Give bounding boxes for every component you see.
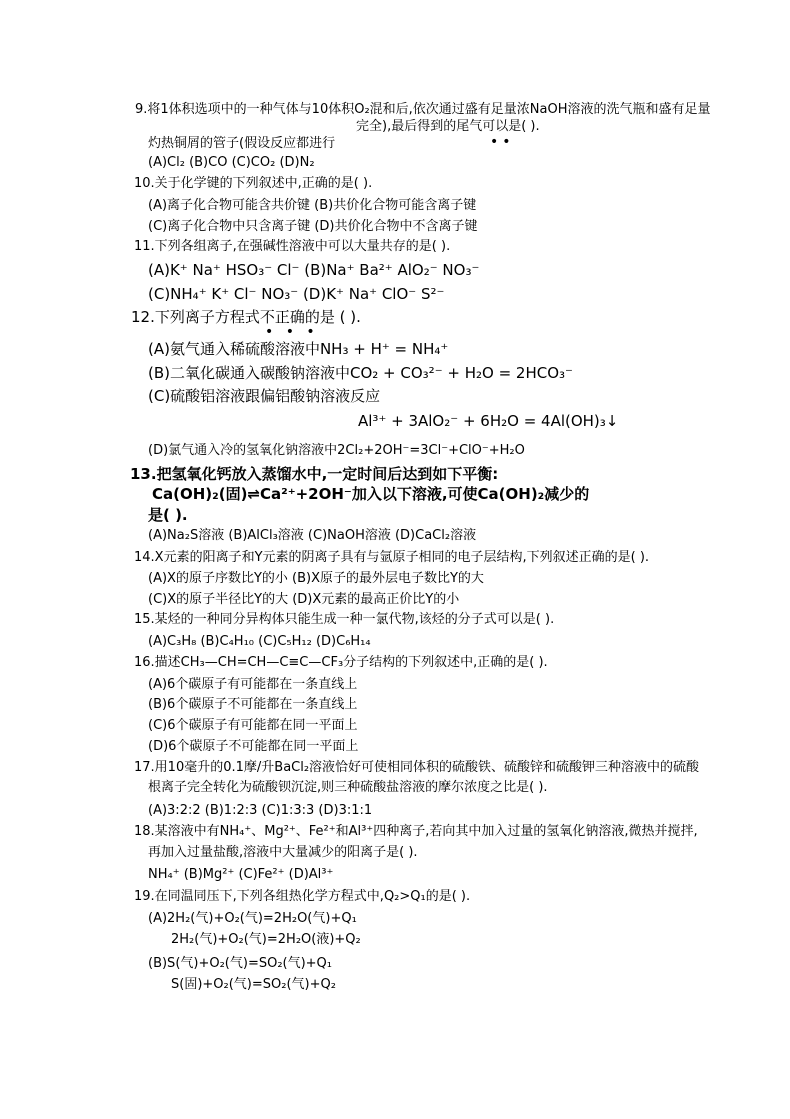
q12-option-d: (D)氯气通入冷的氢氧化钠溶液中2Cl₂+2OH⁻=3Cl⁻+ClO⁻+H₂O — [148, 443, 525, 458]
q18-stem-continued: 再加入过量盐酸,溶液中大量减少的阳离子是( ). — [148, 845, 418, 860]
q14-stem: 14.X元素的阳离子和Y元素的阴离子具有与氩原子相同的电子层结构,下列叙述正确的是( ). — [134, 550, 650, 565]
q19-option-b-eq1: (B)S(气)+O₂(气)=SO₂(气)+Q₁ — [148, 956, 333, 971]
q16-option-d: (D)6个碳原子不可能都在同一平面上 — [148, 739, 359, 754]
q14-options-ab: (A)X的原子序数比Y的小 (B)X原子的最外层电子数比Y的大 — [148, 571, 484, 586]
q19-stem: 19.在同温同压下,下列各组热化学方程式中,Q₂>Q₁的是( ). — [134, 889, 471, 904]
q11-stem: 11.下列各组离子,在强碱性溶液中可以大量共存的是( ). — [134, 239, 451, 254]
q15-options: (A)C₃H₈ (B)C₄H₁₀ (C)C₅H₁₂ (D)C₆H₁₄ — [148, 634, 371, 649]
q17-stem-continued: 根离子完全转化为硫酸钡沉淀,则三种硫酸盐溶液的摩尔浓度之比是( ). — [148, 780, 548, 795]
q10-stem: 10.关于化学键的下列叙述中,正确的是( ). — [134, 176, 373, 191]
q16-stem: 16.描述CH₃—CH=CH—C≡C—CF₃分子结构的下列叙述中,正确的是( ). — [134, 655, 548, 670]
q10-options-ab: (A)离子化合物可能含共价键 (B)共价化合物可能含离子键 — [148, 198, 477, 213]
q12-option-a: (A)氨气通入稀硫酸溶液中NH₃ + H⁺ = NH₄⁺ — [148, 340, 449, 358]
emphasis-dots: •• — [490, 134, 515, 150]
q15-stem: 15.某烃的一种同分异构体只能生成一种一氯代物,该烃的分子式可以是( ). — [134, 612, 555, 627]
q9-options: (A)Cl₂ (B)CO (C)CO₂ (D)N₂ — [148, 155, 315, 170]
q18-stem: 18.某溶液中有NH₄⁺、Mg²⁺、Fe²⁺和Al³⁺四种离子,若向其中加入过量的氢氧化钠溶液,微热并搅拌, — [134, 824, 698, 839]
q14-options-cd: (C)X的原子半径比Y的大 (D)X元素的最高正价比Y的小 — [148, 592, 460, 607]
q17-options: (A)3:2:2 (B)1:2:3 (C)1:3:3 (D)3:1:1 — [148, 803, 373, 818]
q16-option-a: (A)6个碳原子有可能都在一条直线上 — [148, 677, 358, 692]
q18-options: NH₄⁺ (B)Mg²⁺ (C)Fe²⁺ (D)Al³⁺ — [148, 867, 334, 882]
q11-options-cd: (C)NH₄⁺ K⁺ Cl⁻ NO₃⁻ (D)K⁺ Na⁺ ClO⁻ S²⁻ — [148, 285, 445, 303]
q13-stem-end: 是( ). — [148, 506, 188, 524]
q12-stem: 12.下列离子方程式不正确的是 ( ). — [131, 308, 361, 326]
q16-option-c: (C)6个碳原子有可能都在同一平面上 — [148, 718, 358, 733]
q13-stem: 13.把氢氧化钙放入蒸馏水中,一定时间后达到如下平衡: — [130, 465, 499, 483]
q12-option-c: (C)硫酸铝溶液跟偏铝酸钠溶液反应 — [148, 387, 381, 405]
q19-option-a-eq1: (A)2H₂(气)+O₂(气)=2H₂O(气)+Q₁ — [148, 911, 357, 926]
q9-stem-continued: 完全),最后得到的尾气可以是( ). — [356, 119, 540, 134]
q19-option-a-eq2: 2H₂(气)+O₂(气)=2H₂O(液)+Q₂ — [171, 932, 361, 947]
q17-stem: 17.用10毫升的0.1摩/升BaCl₂溶液恰好可使相同体积的硫酸铁、硫酸锌和硫酸钾三种溶液中的硫酸 — [134, 760, 700, 775]
q9-stem: 9.将1体积选项中的一种气体与10体积O₂混和后,依次通过盛有足量浓NaOH溶液的洗气瓶和盛有足量 — [135, 102, 711, 117]
q10-options-cd: (C)离子化合物中只含离子键 (D)共价化合物中不含离子键 — [148, 219, 478, 234]
q11-options-ab: (A)K⁺ Na⁺ HSO₃⁻ Cl⁻ (B)Na⁺ Ba²⁺ AlO₂⁻ NO₃⁻ — [148, 261, 480, 279]
q19-option-b-eq2: S(固)+O₂(气)=SO₂(气)+Q₂ — [171, 977, 336, 992]
emphasis-dots: • • • — [265, 324, 319, 340]
q13-equilibrium: Ca(OH)₂(固)⇌Ca²⁺+2OH⁻加入以下溶液,可使Ca(OH)₂减少的 — [152, 485, 590, 503]
q12-option-b: (B)二氧化碳通入碳酸钠溶液中CO₂ + CO₃²⁻ + H₂O = 2HCO₃⁻ — [148, 364, 573, 382]
q13-options: (A)Na₂S溶液 (B)AlCl₃溶液 (C)NaOH溶液 (D)CaCl₂溶液 — [148, 528, 477, 543]
q16-option-b: (B)6个碳原子不可能都在一条直线上 — [148, 697, 358, 712]
q12-option-c-equation: Al³⁺ + 3AlO₂⁻ + 6H₂O = 4Al(OH)₃↓ — [358, 412, 619, 430]
q9-stem-line3: 灼热铜屑的管子(假设反应都进行 — [148, 136, 336, 151]
